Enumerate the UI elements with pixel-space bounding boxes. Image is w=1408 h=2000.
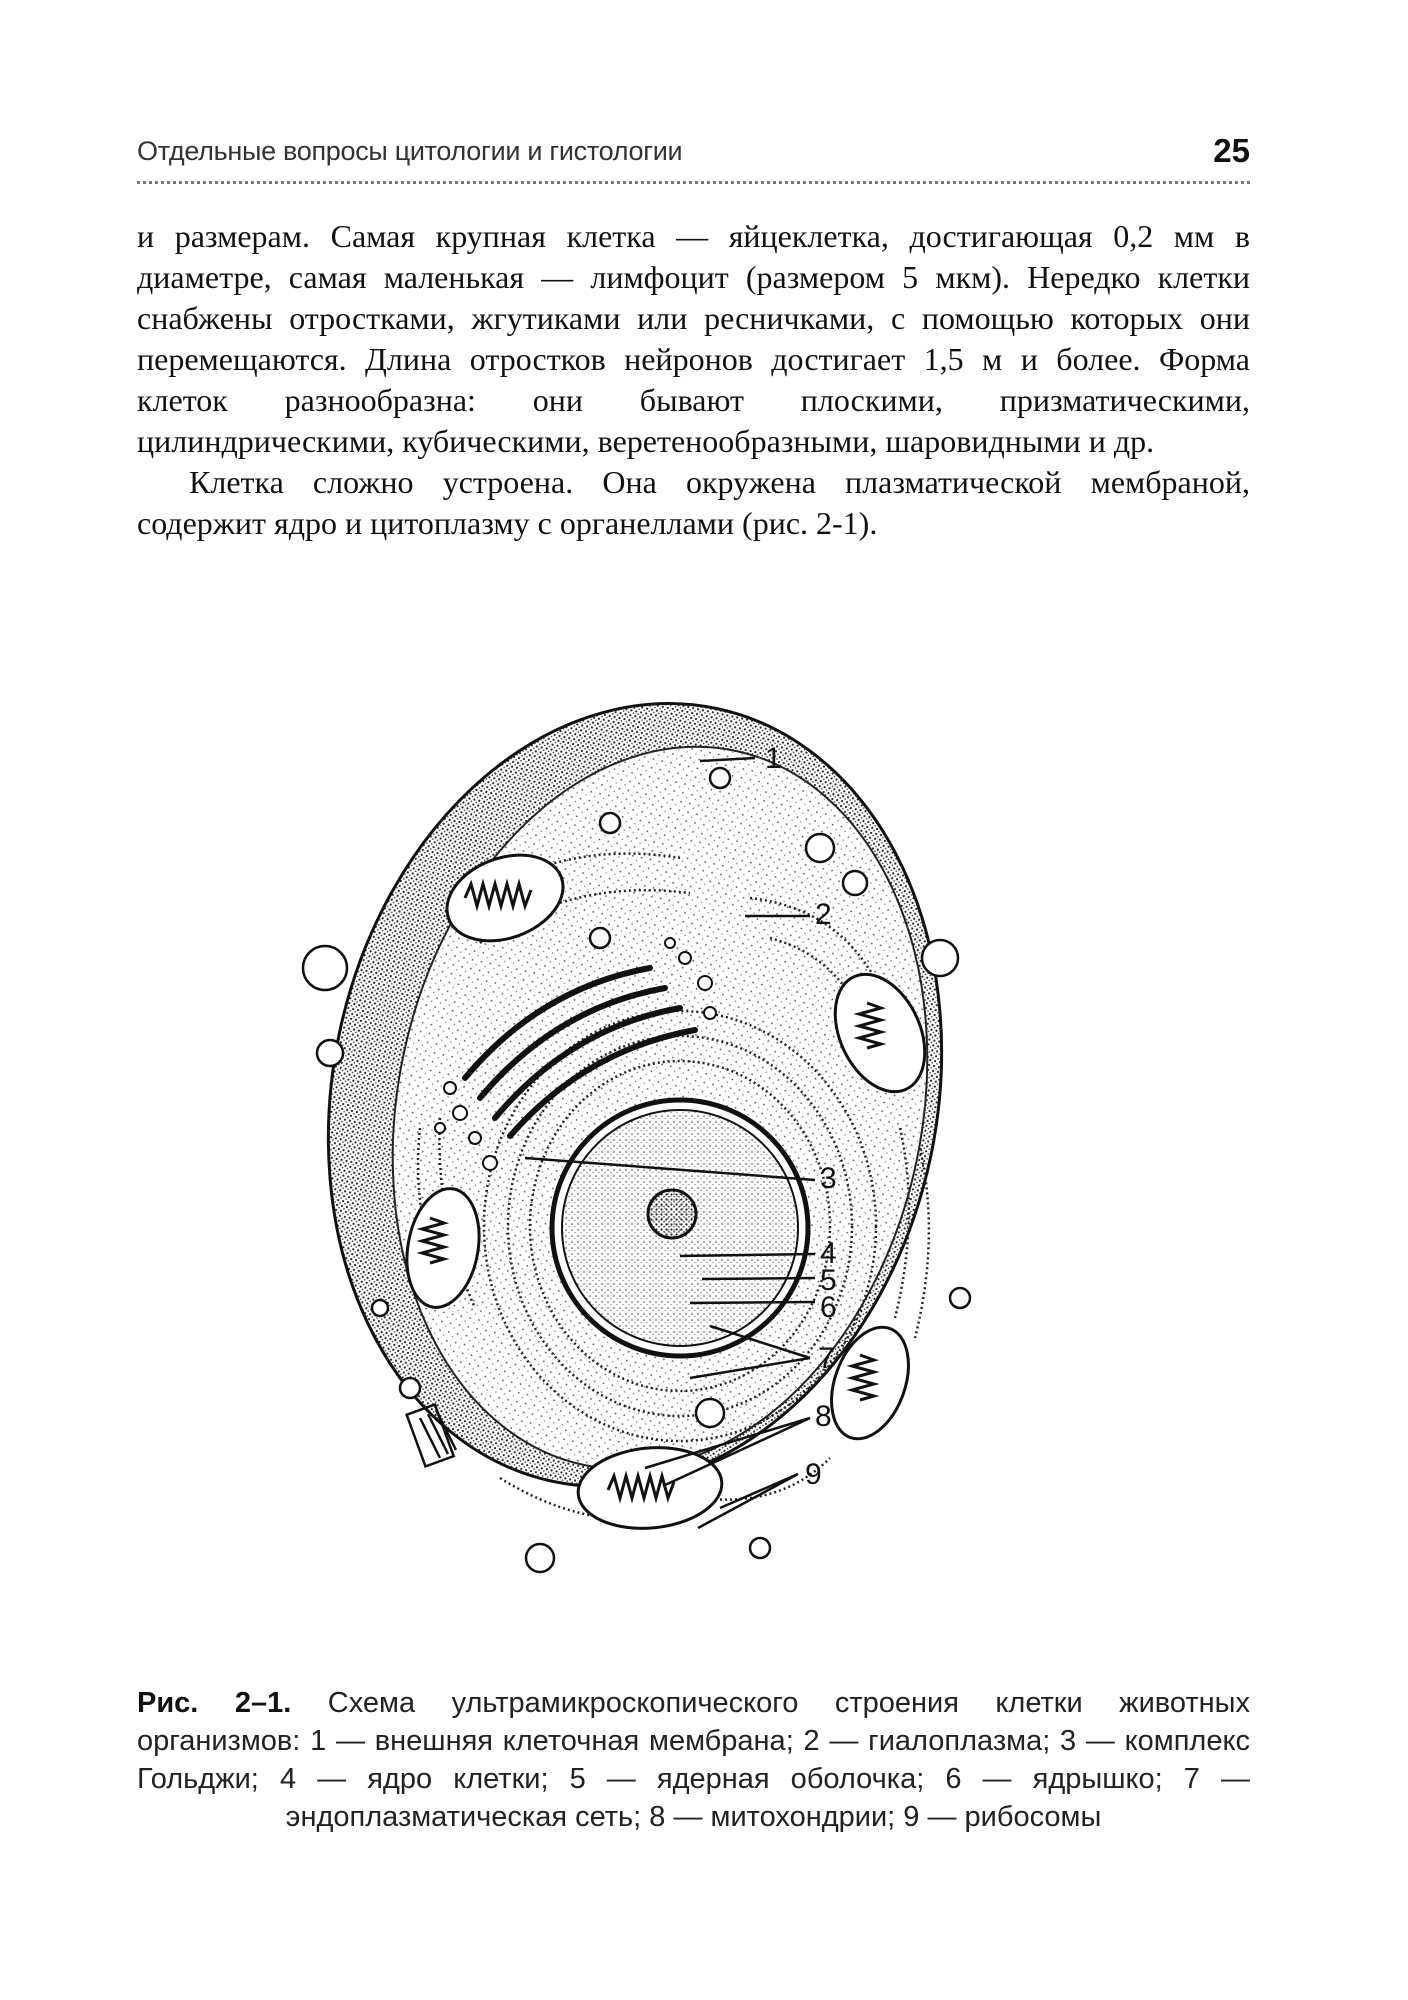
running-title: Отдельные вопросы цитологии и гистологии	[137, 136, 683, 166]
figure-label: 6	[820, 1291, 837, 1324]
figure-label: 7	[818, 1342, 835, 1375]
caption-text: Схема ультрамикроскопического строения клетки животных организмов: 1 — внешняя клеточная мембрана; 2 — гиалоплазма; 3 — комплекс Гольджи; 4 — ядро клетки; 5 — ядерная оболочка; 6 — ядрышко; 7 — эндоплазматическая сеть; 8 — митохондрии; 9 — рибосомы	[137, 1687, 1250, 1833]
nucleus	[552, 1100, 808, 1356]
body-text	[137, 216, 1250, 544]
figure-label: 3	[820, 1162, 837, 1195]
paragraph: и размерам. Самая крупная клетка — яйцеклетка, достигающая 0,2 мм в диаметре, самая маленькая — лимфоцит (размером 5 мкм). Нередко клетки снабжены отростками, жгутиками или ресничками, с помощью которых они перемещаются. Длина отростков нейронов достигает 1,5 м и более. Форма клеток разнообразна: они бывают плоскими, призматическими, цилиндрическими, кубическими, веретенообразными, шаровидными и др.	[137, 218, 1250, 459]
figure-label: 5	[820, 1264, 837, 1297]
figure-label: 2	[815, 898, 832, 931]
header-divider	[137, 181, 1250, 184]
page-number: 25	[1213, 132, 1250, 169]
figure-label: 9	[805, 1458, 822, 1491]
caption-label: Рис. 2–1.	[137, 1687, 292, 1719]
figure-caption	[137, 1684, 1250, 1836]
paragraph: Клетка сложно устроена. Она окружена плазматической мембраной, содержит ядро и цитоплазму с органеллами (рис. 2-1).	[137, 464, 1250, 541]
nucleolus	[648, 1190, 696, 1238]
figure-label: 4	[820, 1237, 837, 1270]
figure-label: 8	[815, 1400, 832, 1433]
cell-diagram	[300, 658, 1100, 1658]
figure-label: 1	[765, 742, 782, 775]
